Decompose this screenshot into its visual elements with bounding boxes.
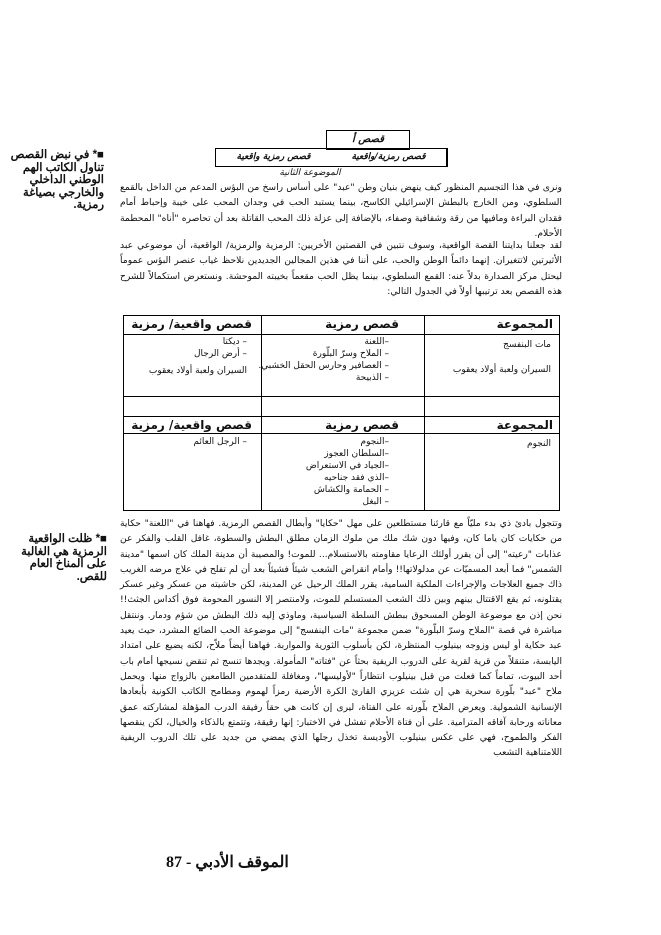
story-item: –السلطان العجوز — [324, 449, 389, 459]
table-header-group: المجموعة — [496, 418, 553, 432]
story-item: – الحمامة والكشاش — [313, 485, 389, 495]
note-marker: ■* — [95, 533, 107, 545]
header-row — [215, 148, 448, 167]
story-item: –الجياد في الاستعراض — [305, 461, 389, 471]
section-subtitle: الموضوعة الثانية — [279, 168, 341, 178]
table-cell-realistic — [193, 436, 247, 448]
note-text: في نبض القصص تناول الكاتب الهم الوطني الداخلي والخارجي بصياغة رمزية. — [10, 149, 104, 211]
table-header-group: المجموعة — [496, 317, 553, 331]
story-item: – الملاح وسرّ البلّورة — [312, 349, 389, 359]
note-text: ظلت الواقعية الرمزية هي الغالبة على المناخ العام للقص. — [21, 533, 107, 583]
table-header-realistic-symbolic: قصص واقعية/ رمزية — [131, 418, 252, 432]
header-top-label: قصص أ — [326, 130, 410, 150]
story-item: – الذبيحة — [355, 373, 389, 383]
note-marker: ■* — [92, 149, 104, 161]
story-item: –النجوم — [360, 437, 389, 447]
table-cell-symbolic — [258, 336, 389, 384]
paragraph-3: وتتجول بادئ ذي بدء مليّاً مع قارئنا مستطلعين على مهل "حكايا" وأبطال القصص الرمزية. فهاهنا في "اللعنة" حكاية من حكايات كان ياما كان، وفيها دون شك ملك من ملوك الزمان مطلق البطش والسطوة، غافل القلب والفكر عن عذابات "رعيته" إلى أن يقرر أولئك الرعايا مقاومته بالاستسلام... للموت! والمصيبة أن مدينة الملك كان اسمها "مدينة الشمس" فما أبعد المسميّات عن مدلولاتها!! وأمام انقراض الشعب شيئاً فشيئاً بعد أن لم تفلح في علاج مرضه الغريب ذاك جميع العلاجات والإجراءات الملكية السامية، يقرر الملك الرحيل عن المدينة، لكن حاشيته من عسكر وغير عسكر يقتلونه، ثم يقع الاقتتال بينهم وبين ذلك الشعب المستسلم للموت، ولامنتصر إلا النسور المحومة فوق أكداس الجثث!! نحن إذن مع موضوعة الوطن المسحوق ببطش السلطة السياسية، وماوذي إليه ذلك البطش من شؤم ودمار. وننتقل مباشرة في قصة "الملاح وسرّ البلّورة" ضمن مجموعة "مات الينفسج" إلى موضوعة الحب الضائع المشرد، حيث يعيد عبد حكاية أو ليس وزوجه بينيلوب المنتظرة، لكن بأسلوب الثورية والمواربة. فهاهنا أيضاً ملاّح، لكنه يضيع على امتداد اليابسة، متنقلاً من قرية لقرية على الدروب الريفية بحثاً عن "فتاته" المأمولة. ويجدها تنسج ثم تنقض نسيجها أمام باب أحد البيوت، تماماً كما فعلت من قبل بينيلوب انتظاراً "لأوليسها"، ومغافلة للمتقدمين الطامعين بالزواج منها. ويحمل ملاح "عبد" بلّورة سحرية هي إن شئت عزيزي القارئ الكرة الأرضية رمزاً لهموم ومطامح الكاتب الكونية بأبعادها الإنسانية الشمولية. ويعرض الملاح بلّورته على الفتاة، ليرى إن كانت هي حقاً رفيقة الدرب المؤهلة لمشاركته عمق معاناته ورحابة آفاقه المترامية. على أن فتاة الأحلام تفشل في الاختبار: إنها رقيقة، وتتمتع بالذكاء والخيال، لكن ينقصها الفكر والطموح، فهي على عكس بينيلوب الأوديسة تخذل رجلها الذي يمضي من جديد على تلك الدروب الريفية اللامتناهية التشعب — [120, 519, 562, 759]
table-cell-realistic — [149, 336, 247, 377]
story-item: السيران ولعبة أولاد يعقوب — [148, 366, 247, 376]
story-item: –اللعنة — [364, 337, 389, 347]
table-header-symbolic: قصص رمزية — [325, 317, 399, 331]
header-cell-right: قصص رمزية/واقعية — [331, 149, 447, 166]
page-footer: الموقف الأدبي - 87 — [166, 854, 289, 871]
paragraph-1: ونرى في هذا التجسيم المنظور كيف ينهض بنيان وطن "عبد" على أساس راسخ من البؤس المدعم من الداخل بالقمع السلطوي، ومن الخارج بالبطش الإسرائيلي الكاسح، بينما يستبد الحب في وجدان المحب على خيبة وإحباط أمام فقدان البراءة ومافيها من رقة وشفافية وصفاء، بالإضافة إلى عزلة ذلك المحب القاتلة بعد أن تحاصره "أناه" المحطمة الأحلام. — [120, 182, 562, 239]
table-cell-symbolic — [306, 436, 389, 508]
table-cell-group: النجوم — [527, 439, 551, 449]
story-item: – ديكتا — [222, 337, 247, 347]
table-cell-group: مات البنفسج — [503, 340, 551, 350]
table-header-realistic-symbolic: قصص واقعية/ رمزية — [131, 317, 252, 331]
story-item: – العصافير وحارس الحقل الخشبي. — [258, 361, 389, 371]
table-cell-group: السيران ولعبة أولاد يعقوب — [452, 365, 551, 375]
story-item: –الذي فقد جناحيه — [324, 473, 389, 483]
sidebar-note-2 — [15, 533, 107, 583]
paragraph-2: لقد جعلنا بدايتنا القصة الواقعية، وسوف نتبين في القصتين الأخريين: الرمزية والرمزية/ الواقعية، أن موضوعي عبد الأثيرتين لاتتغيران. إنهما دائماً الوطن والحب، على أننا في هذين المجالين الجديدين نلاحظ غياب عنصر البؤس عموماً ليحتل مركز الصدارة بدلاً عنه: القمع السلطوي، بينما يظل الحب مقعماً بخيبته الموحشة. ونستعرض استكمالاً للشرح هذه القصص بعد ترتيبها أولاً في الجدول التالي: — [120, 240, 562, 297]
table-header-symbolic: قصص رمزية — [325, 418, 399, 432]
story-item: – أرض الرجال — [193, 349, 247, 359]
header-cell-left: قصص رمزية واقعية — [236, 152, 311, 162]
story-item: – البغل — [362, 497, 389, 507]
story-item: – الرجل العائم — [193, 437, 247, 447]
sidebar-note-1 — [8, 149, 104, 212]
stories-table — [123, 315, 560, 511]
